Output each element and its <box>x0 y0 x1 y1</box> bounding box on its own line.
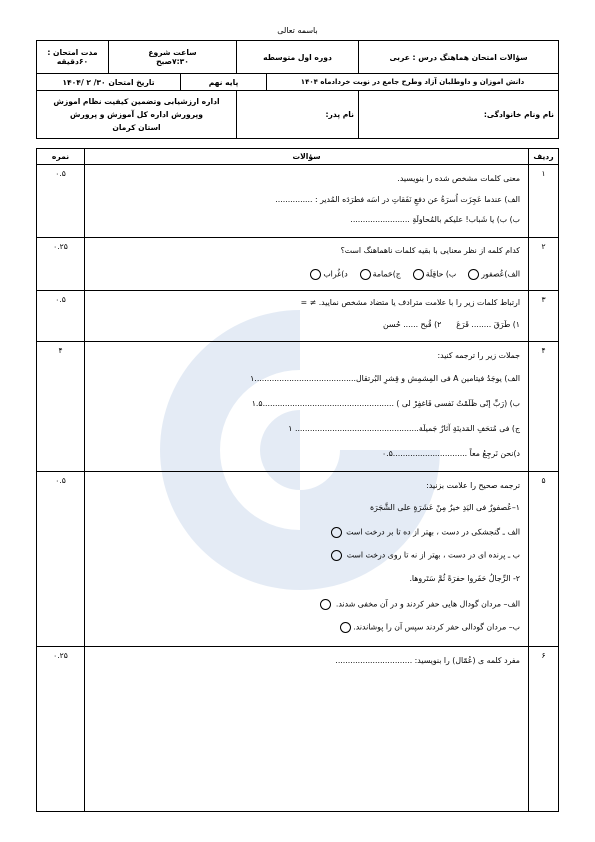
exam-date: تاریخ امتحان ۳۰/ ۲ /۱۴۰۴ <box>37 74 181 91</box>
question-text: ارتباط کلمات زیر را با علامت مترادف یا متضاد مشخص نمایید. ≠ = <box>300 298 520 307</box>
question-body <box>85 238 529 291</box>
questions-table <box>36 148 559 812</box>
question-body <box>85 647 529 812</box>
question-body <box>85 165 529 238</box>
radio-option-b[interactable] <box>413 269 424 280</box>
start-time: ۷:۳۰صبح <box>156 57 189 66</box>
grade: پایه نهم <box>181 74 267 91</box>
column-score-header: نمره <box>37 149 85 165</box>
option-b: ب) حاقِلَة <box>425 269 457 279</box>
question-number: ۲ <box>529 238 559 291</box>
question-number: ۶ <box>529 647 559 812</box>
header-table <box>36 40 559 139</box>
answer-option-text: الف ـ گنجشکی در دست ، بهتر از ده تا بر درخت است <box>346 527 520 537</box>
radio-option-d[interactable] <box>310 269 321 280</box>
question-line: الف) یوجَدُ فیتامین A فی المِشمِش و قِشرِ البُرتقال.........................................۱ <box>250 374 520 383</box>
column-row-header: ردیف <box>529 149 559 165</box>
question-line: الف) عندما عَجِزَت اُسرَةُ عن دفعِ نَفَقاتِ در اسَه فطرَدَه المُدیر : ............... <box>275 195 520 204</box>
question-line: ب) (رَبِّ إنّی ظَلَمْتُ نَفسی فَاغفِرْ لی ) .....................................................۱.۵ <box>251 399 520 408</box>
question-line: ۲- الرِّجالُ حَفَروا حفرَةً ثُمَّ سَتَروها. <box>409 574 520 583</box>
answer-option <box>329 550 520 561</box>
question-line: ج) فی مُتحَفِ المَدینَةِ آثارٌ جَمیلَة.................................................. ۱ <box>288 424 520 433</box>
basmala: باسمه تعالی <box>277 26 318 35</box>
question-body <box>85 342 529 472</box>
question-body <box>85 472 529 647</box>
option-d: د)غُراب <box>323 269 348 279</box>
question-row <box>37 342 559 472</box>
word-pair-2: ۲) قُبح ...... حُسن <box>383 320 442 329</box>
question-row <box>37 647 559 812</box>
column-questions-header: سؤالات <box>85 149 529 165</box>
question-number: ۳ <box>529 291 559 342</box>
question-text: مفرد کلمه ی (عُمّال) را بنویسید: ............................... <box>335 656 520 665</box>
option-c: ج)حَمامة <box>372 269 401 279</box>
question-score: ۰.۵ <box>37 291 85 342</box>
question-score: ۰.۵ <box>37 165 85 238</box>
word-pairs <box>383 320 520 329</box>
radio-option-c[interactable] <box>360 269 371 280</box>
question-row <box>37 472 559 647</box>
answer-option <box>318 599 520 610</box>
grade-level: دوره اول متوسطه <box>237 41 359 74</box>
question-score: ۴ <box>37 342 85 472</box>
office-line-1: اداره ارزشیابی وتضمین کیفیت نظام اموزش <box>53 97 220 106</box>
question-body <box>85 291 529 342</box>
answer-option <box>338 622 520 633</box>
answer-option-text: ب– مردان گودالی حفر کردند سپس آن را پوشاندند. <box>353 622 520 632</box>
radio-option[interactable] <box>320 599 331 610</box>
exam-info: دانش اموزان و داوطلبان آزاد وطرح جامع در نوبت خردادماه ۱۴۰۴ <box>267 74 559 91</box>
radio-option[interactable] <box>331 527 342 538</box>
exam-title: سؤالات امتحان هماهنگ درس : عربی <box>359 41 559 74</box>
question-score: ۰.۵ <box>37 472 85 647</box>
question-number: ۵ <box>529 472 559 647</box>
question-line: ب) ب) یا شَباب! علیکم بالمُحاولَةِ ........................ <box>350 215 520 224</box>
answer-option-text: ب ـ پرنده ای در دست ، بهتر از نه تا روی درخت است <box>346 550 520 560</box>
answer-option <box>329 527 520 538</box>
father-name-field: نام پدر: <box>237 91 359 139</box>
options-row <box>308 269 520 280</box>
question-row <box>37 291 559 342</box>
start-time-label: ساعت شروع <box>148 48 197 57</box>
word-pair-1: ۱) طَرَقَ ........ قَرَعَ <box>456 320 520 329</box>
exam-duration: مدت امتحان : ۶۰دقیقه <box>37 41 109 74</box>
question-text: معنی کلمات مشخص شده را بنویسید. <box>397 174 520 183</box>
question-text: ترجمه صحیح را علامت بزنید: <box>426 481 520 490</box>
question-line: ۱–عُصفورٌ فی الیَدِ خیرٌ مِنْ عَشَرَةٍ علی الشَّجَرَة <box>369 503 520 512</box>
office-name <box>37 91 237 139</box>
question-line: د)نحن نَرجِعُ معاً ..............................۰.۵ <box>381 449 520 458</box>
question-number: ۱ <box>529 165 559 238</box>
question-text: کدام کلمه از نظر معنایی با بقیه کلمات ناهماهنگ است؟ <box>340 246 520 255</box>
question-row <box>37 238 559 291</box>
answer-option-text: الف– مردان گودال هایی حفر کردند و در آن مخفی شدند. <box>335 599 520 609</box>
radio-option[interactable] <box>340 622 351 633</box>
question-score: ۰.۲۵ <box>37 238 85 291</box>
question-score: ۰.۲۵ <box>37 647 85 812</box>
question-text: جملات زیر را ترجمه کنید: <box>437 351 520 360</box>
radio-option-a[interactable] <box>468 269 479 280</box>
office-line-2: وپرورش اداره کل آموزش و پرورش <box>69 110 204 119</box>
student-name-field: نام ونام خانوادگی: <box>359 91 559 139</box>
question-number: ۴ <box>529 342 559 472</box>
option-a: الف)عُصفور <box>481 269 520 279</box>
question-row <box>37 165 559 238</box>
office-line-3: استان کرمان <box>112 123 161 132</box>
radio-option[interactable] <box>331 550 342 561</box>
start-time-cell <box>109 41 237 74</box>
